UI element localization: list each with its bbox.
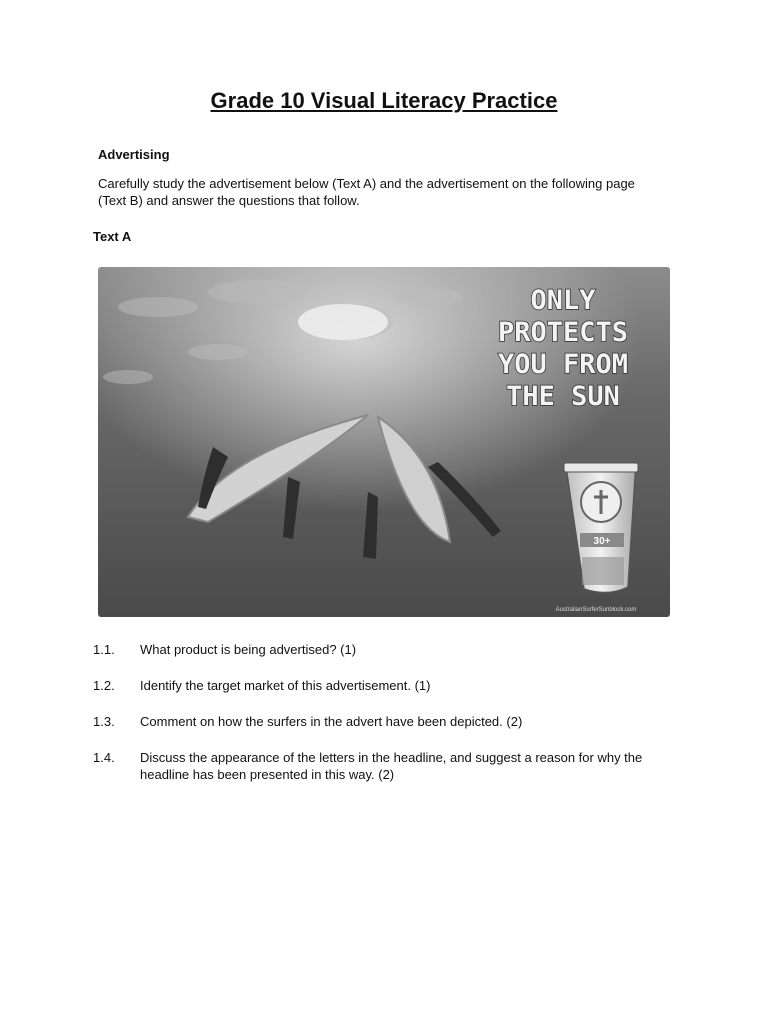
question-text: Identify the target market of this advertisement. (1) [140, 678, 431, 693]
question-number: 1.4. [93, 750, 115, 765]
svg-text:YOU FROM: YOU FROM [497, 349, 629, 380]
instructions-paragraph: Carefully study the advertisement below (Text A) and the advertisement on the following page (Text B) and answer the questions that follow. [98, 176, 635, 208]
question-number: 1.2. [93, 678, 115, 693]
question-text: What product is being advertised? (1) [140, 642, 357, 657]
question-item [93, 641, 683, 658]
svg-text:THE SUN: THE SUN [506, 381, 620, 412]
svg-text:ONLY: ONLY [530, 285, 596, 316]
question-item [93, 713, 683, 730]
page-title: Grade 10 Visual Literacy Practice [210, 88, 558, 113]
question-item [93, 749, 683, 783]
section-heading: Advertising [98, 147, 170, 162]
spf-text: 30+ [593, 536, 611, 547]
text-a-label: Text A [93, 229, 132, 244]
light-patch [298, 304, 388, 340]
question-text: Discuss the appearance of the letters in the headline, and suggest a reason for why the headline has been presented in this way. (2) [140, 750, 643, 782]
question-item [93, 677, 683, 694]
question-list [93, 641, 683, 802]
question-number: 1.1. [93, 642, 115, 657]
question-number: 1.3. [93, 714, 115, 729]
svg-text:PROTECTS: PROTECTS [497, 317, 629, 348]
underwater-surfers-illustration [98, 267, 670, 617]
advert-credit: AustralianSurferSunblock.com [555, 607, 637, 613]
question-text: Comment on how the surfers in the advert have been depicted. (2) [140, 714, 523, 729]
advertisement-image [98, 267, 670, 617]
